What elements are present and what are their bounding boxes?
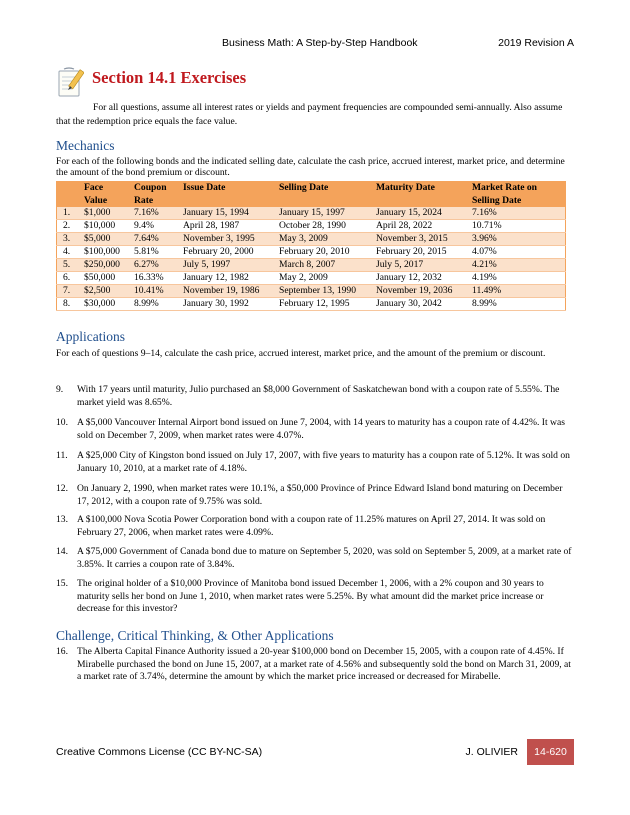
table-row <box>57 298 566 311</box>
table-cell: 4.21% <box>469 259 566 272</box>
table-cell: $1,000 <box>81 207 131 220</box>
table-cell: 10.41% <box>131 285 180 298</box>
notepad-pencil-icon <box>56 66 84 98</box>
table-cell: April 28, 2022 <box>373 220 469 233</box>
table-row <box>57 259 566 272</box>
table-cell: $2,500 <box>81 285 131 298</box>
table-cell: 3. <box>57 233 82 246</box>
table-cell: $10,000 <box>81 220 131 233</box>
table-cell: 2. <box>57 220 82 233</box>
table-cell: January 15, 2024 <box>373 207 469 220</box>
question-number: 12. <box>56 483 68 494</box>
table-cell: 1. <box>57 207 82 220</box>
table-cell: 8.99% <box>469 298 566 311</box>
table-header-row <box>57 181 566 207</box>
table-cell: November 19, 1986 <box>180 285 276 298</box>
table-row <box>57 207 566 220</box>
table-cell: February 12, 1995 <box>276 298 373 311</box>
table-cell: 8. <box>57 298 82 311</box>
section-title: Section 14.1 Exercises <box>92 68 247 87</box>
table-cell: February 20, 2000 <box>180 246 276 259</box>
table-cell: January 15, 1994 <box>180 207 276 220</box>
table-cell: January 12, 2032 <box>373 272 469 285</box>
table-cell: 4.19% <box>469 272 566 285</box>
table-cell: $250,000 <box>81 259 131 272</box>
table-cell: 7.16% <box>469 207 566 220</box>
question-number: 14. <box>56 546 68 557</box>
revision-label: 2019 Revision A <box>498 37 574 49</box>
section-heading <box>56 66 574 100</box>
table-cell: January 30, 2042 <box>373 298 469 311</box>
column-header: Coupon Rate <box>131 181 180 207</box>
table-cell: November 3, 1995 <box>180 233 276 246</box>
mechanics-instructions: For each of the following bonds and the indicated selling date, calculate the cash price, accrued interest, market price, and determine the amount of the bond premium or discount. <box>56 156 565 178</box>
question-number: 15. <box>56 578 68 589</box>
table-cell: 7.64% <box>131 233 180 246</box>
table-row <box>57 272 566 285</box>
table-cell: January 15, 1997 <box>276 207 373 220</box>
question-text: A $100,000 Nova Scotia Power Corporation bond with a coupon rate of 11.25% matures on April 27, 2014. It was sold on February 27, 2006, when market rates were 4.09%. <box>77 514 546 538</box>
challenge-heading: Challenge, Critical Thinking, & Other Applications <box>56 628 334 643</box>
table-cell: $5,000 <box>81 233 131 246</box>
table-cell: $50,000 <box>81 272 131 285</box>
table-cell: 9.4% <box>131 220 180 233</box>
column-header: Maturity Date <box>373 181 469 207</box>
table-cell: 6. <box>57 272 82 285</box>
table-cell: $100,000 <box>81 246 131 259</box>
table-cell: April 28, 1987 <box>180 220 276 233</box>
table-cell: $30,000 <box>81 298 131 311</box>
question-text: A $75,000 Government of Canada bond due to mature on September 5, 2020, was sold on September 5, 2009, at a market rate of 3.85%. It carries a coupon rate of 3.84%. <box>77 546 572 570</box>
table-cell: 5. <box>57 259 82 272</box>
table-cell: 11.49% <box>469 285 566 298</box>
question-number: 10. <box>56 417 68 428</box>
table-row <box>57 233 566 246</box>
table-cell: May 2, 2009 <box>276 272 373 285</box>
column-header: Face Value <box>81 181 131 207</box>
question-text: On January 2, 1990, when market rates were 10.1%, a $50,000 Province of Prince Edward Island bond maturing on December 17, 2012, with a coupon rate of 9.75% was sold. <box>77 483 563 507</box>
table-row <box>57 285 566 298</box>
question-number: 9. <box>56 384 64 395</box>
table-cell: January 30, 1992 <box>180 298 276 311</box>
table-cell: May 3, 2009 <box>276 233 373 246</box>
table-cell: 4. <box>57 246 82 259</box>
question-text: A $5,000 Vancouver Internal Airport bond issued on June 7, 2004, with 14 years to maturity has a coupon rate of 4.42%. It was sold on December 7, 2009, when market rates were 4.07%. <box>77 417 565 441</box>
question-number: 13. <box>56 514 68 525</box>
page-header <box>56 37 574 51</box>
applications-instructions: For each of questions 9–14, calculate the cash price, accrued interest, market price, and the amount of the premium or discount. <box>56 348 546 359</box>
question-text: With 17 years until maturity, Julio purchased an $8,000 Government of Saskatchewan bond with a coupon rate of 5.55%. The market yield was 8.65%. <box>77 384 560 408</box>
table-cell: November 19, 2036 <box>373 285 469 298</box>
column-header: Issue Date <box>180 181 276 207</box>
table-cell: March 8, 2007 <box>276 259 373 272</box>
license-text: Creative Commons License (CC BY-NC-SA) <box>56 746 263 758</box>
table-row <box>57 220 566 233</box>
table-cell: July 5, 1997 <box>180 259 276 272</box>
table-cell: January 12, 1982 <box>180 272 276 285</box>
table-cell: 10.71% <box>469 220 566 233</box>
table-cell: 8.99% <box>131 298 180 311</box>
table-cell: February 20, 2010 <box>276 246 373 259</box>
mechanics-heading: Mechanics <box>56 138 115 153</box>
table-cell: November 3, 2015 <box>373 233 469 246</box>
question-text: The Alberta Capital Finance Authority issued a 20-year $100,000 bond on December 15, 2005, with a coupon rate of 4.45%. If Mirabelle purchased the bond on June 15, 2007, at a market rate of 4.56% and subsequently sold the bond on March 31, 2009, at a market rate of 3.74%, determine the amount by which the market price increased or decreased for Mirabelle. <box>77 646 571 682</box>
bonds-table <box>56 181 566 311</box>
table-cell: 4.07% <box>469 246 566 259</box>
page-footer <box>56 739 574 765</box>
question-text: The original holder of a $10,000 Province of Manitoba bond issued December 1, 2006, with a 2% coupon and 30 years to maturity sells her bond on June 1, 2010, when market rates were 5.25%. By what amount did the market price increase or decrease for this investor? <box>77 578 544 614</box>
column-header: Selling Date <box>276 181 373 207</box>
table-cell: 7.16% <box>131 207 180 220</box>
section-intro: For all questions, assume all interest rates or yields and payment frequencies are compounded semi-annually. Also assume that the redemption price equals the face value. <box>56 102 563 127</box>
table-cell: October 28, 1990 <box>276 220 373 233</box>
column-header: Market Rate on Selling Date <box>469 181 566 207</box>
page-number-badge: 14-620 <box>527 739 574 765</box>
table-cell: September 13, 1990 <box>276 285 373 298</box>
table-cell: 3.96% <box>469 233 566 246</box>
book-title: Business Math: A Step-by-Step Handbook <box>222 37 418 49</box>
question-number: 16. <box>56 646 68 657</box>
table-cell: February 20, 2015 <box>373 246 469 259</box>
table-cell: 7. <box>57 285 82 298</box>
question-text: A $25,000 City of Kingston bond issued on July 17, 2007, with five years to maturity has a coupon rate of 5.12%. It was sold on January 10, 2010, at a market rate of 4.18%. <box>77 450 570 474</box>
table-cell: 5.81% <box>131 246 180 259</box>
question-number: 11. <box>56 450 68 461</box>
table-cell: 6.27% <box>131 259 180 272</box>
table-cell: July 5, 2017 <box>373 259 469 272</box>
table-cell: 16.33% <box>131 272 180 285</box>
column-header <box>57 181 82 207</box>
author-name: J. OLIVIER <box>465 746 518 758</box>
applications-heading: Applications <box>56 329 125 344</box>
table-row <box>57 246 566 259</box>
